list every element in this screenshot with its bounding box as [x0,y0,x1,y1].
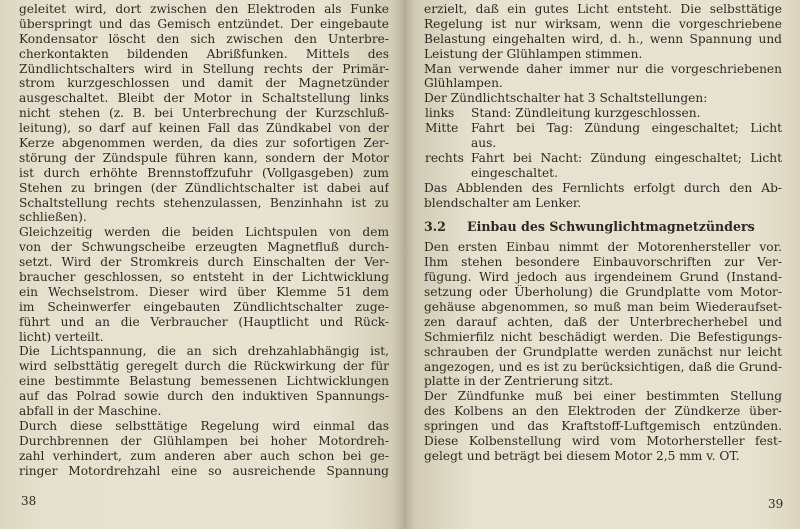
text-line: Durch diese selbsttätige Regelung wird einmal das [19,418,389,433]
section-number: 3.2 [424,219,446,235]
switch-position-label: Mitte [425,121,459,136]
text-line: gehäuse abgenommen, so muß man beim Wiederaufset- [424,299,782,314]
text-line: Die Lichtspannung, die an sich drehzahlabhängig ist, [19,344,389,359]
text-line: Der Zündlichtschalter hat 3 Schaltstellungen: [424,91,708,106]
text-line: setzt. Wird der Stromkreis durch Einschalten der Ver- [19,255,389,270]
text-line: Zündlichtschalters wird in Stellung rechts der Primär- [19,61,389,76]
page-number-right: 39 [768,497,784,511]
right-page [404,0,800,529]
text-line: Man verwende daher immer nur die vorgeschriebenen [424,61,782,76]
switch-position-text: Fahrt bei Tag: Zündung eingeschaltet; Licht [471,121,782,136]
text-line: platte in der Zentrierung sitzt. [424,374,613,389]
text-line: angezogen, und es ist zu berücksichtigen, daß die Grund- [424,359,782,374]
right-intro-paragraphs [424,2,782,106]
text-line: ein Wechselstrom. Dieser wird über Klemme 51 dem [19,284,389,299]
switch-position-row [424,136,782,151]
switch-position-row [424,121,782,136]
text-line: Stehen zu bringen (der Zündlichtschalter ist dabei auf [19,180,389,195]
switch-positions-list [424,106,782,180]
text-line: licht) verteilt. [19,329,104,344]
text-line: leitung), so darf auf keinen Fall das Zündkabel von der [19,121,389,136]
right-page-text [424,2,782,464]
text-line: Diese Kolbenstellung wird vom Motorhersteller fest- [424,433,782,448]
text-line: ist durch erhöhte Brennstoffzufuhr (Vollgasgeben) zum [19,165,389,180]
switch-position-text: Stand: Zündleitung kurzgeschlossen. [471,106,701,121]
switch-position-text: eingeschaltet. [471,165,558,180]
text-line: Der Zündfunke muß bei einer bestimmten Stellung [424,389,782,404]
text-line: führt und an die Verbraucher (Hauptlicht und Rück- [19,314,389,329]
text-line: braucher geschlossen, so entsteht in der Lichtwicklung [19,270,389,285]
switch-position-text: aus. [471,136,497,151]
text-line: schrauben der Grundplatte werden zunächst nur leicht [424,344,782,359]
text-line: ausgeschaltet. Bleibt der Motor in Schaltstellung links [19,91,389,106]
text-line: Leistung der Glühlampen stimmen. [424,46,643,61]
text-line: ringer Motordrehzahl eine so ausreichende Spannung [19,463,389,478]
text-line: fügung. Wird jedoch aus irgendeinem Grund (Instand- [424,270,782,285]
text-line: nicht stehen (z. B. bei Unterbrechung der Kurzschluß- [19,106,389,121]
text-line: Regelung ist nur wirksam, wenn die vorgeschriebene [424,16,782,31]
right-body-paragraphs [424,240,782,463]
text-line: eine bestimmte Belastung bemessenen Lichtwicklungen [19,374,389,389]
text-line: Kerze abgenommen werden, da dies zur sofortigen Zer- [19,136,389,151]
section-title: Einbau des Schwunglichtmagnetzünders [467,219,755,235]
text-line: schließen). [19,210,87,225]
text-line: Durchbrennen der Glühlampen bei hoher Motordreh- [19,433,389,448]
switch-position-row [424,151,782,166]
right-after-paragraph [424,181,782,211]
text-line: Das Abblenden des Fernlichts erfolgt durch den Ab- [424,180,782,195]
text-line: geleitet wird, dort zwischen den Elektroden als Funke [19,2,389,16]
text-line: Kondensator löscht den sich zwischen den Unterbre- [19,31,389,46]
text-line: springen und das Kraftstoff-Luftgemisch entzünden. [424,419,782,434]
text-line: Glühlampen. [424,76,503,91]
text-line: Schmierfilz nicht beschädigt werden. Die Befestigungs- [424,329,782,344]
text-line: überspringt und das Gemisch entzündet. Der eingebaute [19,16,389,31]
text-line: wird selbsttätig geregelt durch die Rückwirkung der für [19,359,389,374]
text-line: Belastung eingehalten wird, d. h., wenn Spannung und [424,31,782,46]
text-line: Schaltstellung rechts stehenzulassen, Benzinhahn ist zu [19,195,389,210]
text-line: des Kolbens an den Elektroden der Zündkerze über- [424,404,782,419]
text-line: blendschalter am Lenker. [424,195,582,210]
text-line: Ihm stehen besondere Einbauvorschriften zur Ver- [424,255,782,270]
switch-position-label: rechts [425,150,464,165]
text-line: cherkontakten bildenden Abrißfunken. Mittels des [19,46,389,61]
section-heading [424,220,782,235]
text-line: strom kurzgeschlossen und damit der Magnetzünder [19,76,389,91]
switch-position-row [424,166,782,181]
text-line: Gleichzeitig werden die beiden Lichtspulen von dem [19,225,389,240]
text-line: abfall in der Maschine. [19,404,162,419]
text-line: störung der Zündspule führen kann, sondern der Motor [19,150,389,165]
text-line: gelegt und beträgt bei diesem Motor 2,5 mm v. OT. [424,448,740,463]
text-line: zen darauf achten, daß der Unterbrecherhebel und [424,314,782,329]
left-page-text [19,2,389,479]
switch-position-label: links [425,106,455,121]
text-line: Den ersten Einbau nimmt der Motorenhersteller vor. [424,240,782,255]
text-line: setzung oder Überholung) die Grundplatte vom Motor- [424,285,782,300]
text-line: im Scheinwerfer eingebauten Zündlichtschalter zuge- [19,299,389,314]
switch-position-text: Fahrt bei Nacht: Zündung eingeschaltet; Licht [471,150,782,165]
text-line: von der Schwungscheibe erzeugten Magnetfluß durch- [19,240,389,255]
switch-position-row [424,106,782,121]
text-line: zahl verhindert, zum anderen aber auch schon bei ge- [19,448,389,463]
text-line: auf das Polrad sowie durch den induktiven Spannungs- [19,389,389,404]
text-line: erzielt, daß ein gutes Licht entsteht. Die selbsttätige [424,2,782,16]
page-number-left: 38 [21,494,37,508]
